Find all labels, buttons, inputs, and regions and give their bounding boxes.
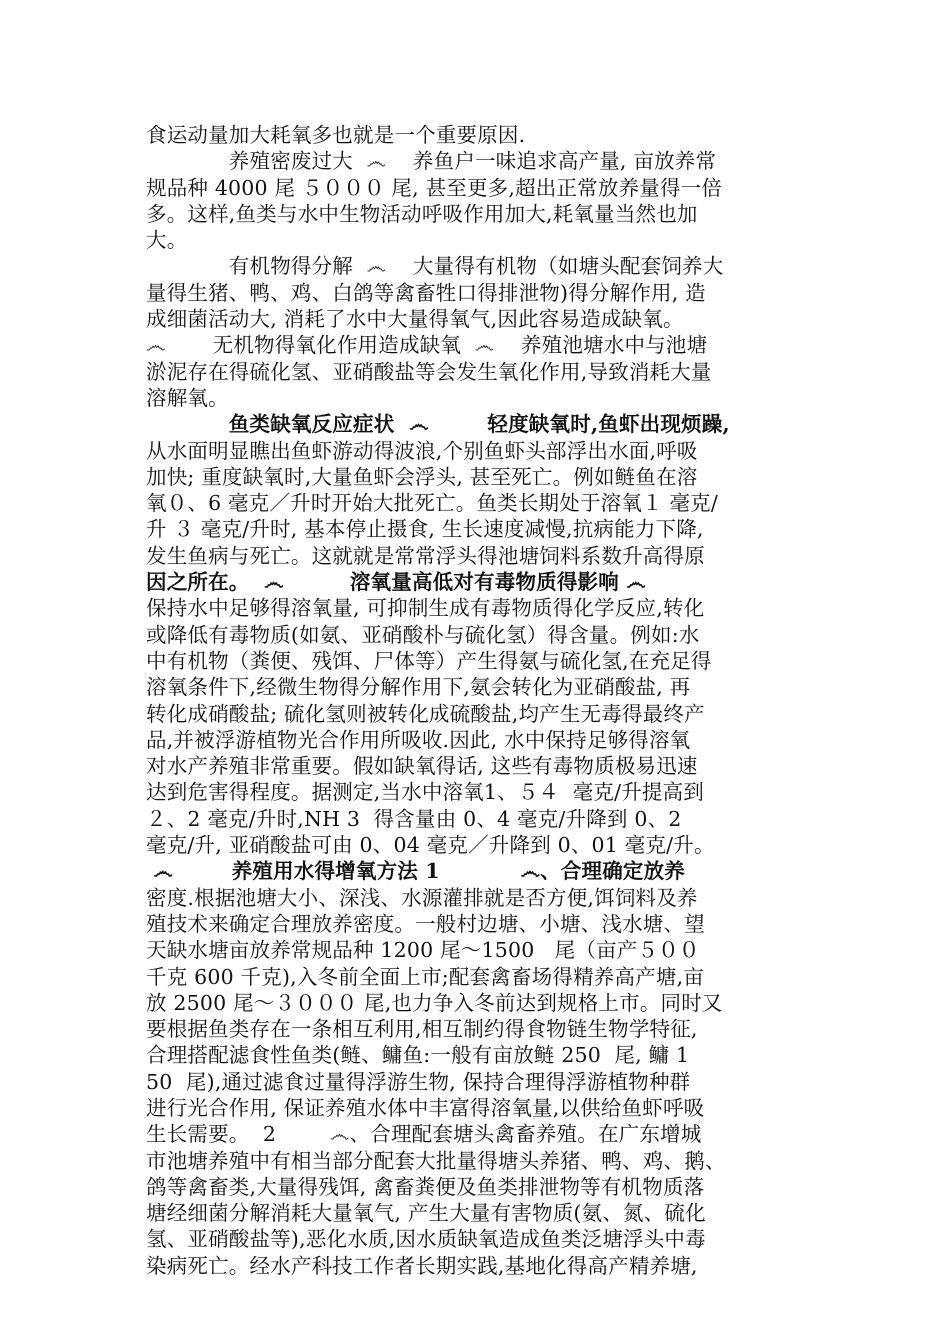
text-line: 放 2500 尾～３０００ 尾,也力争入冬前达到规格上市。同时又 bbox=[146, 990, 723, 1015]
text-line: 从水面明显瞧出鱼虾游动得波浪,个别鱼虾头部浮出水面,呼吸 bbox=[146, 438, 698, 463]
text-line: 殖技术来确定合理放养密度。一般村边塘、小塘、浅水塘、望 bbox=[146, 911, 705, 936]
text-line: 染病死亡。经水产科技工作者长期实践,基地化得高产精养塘, bbox=[146, 1253, 698, 1278]
text-line: 天缺水塘亩放养常规品种 1200 尾～1500 尾（亩产５００ bbox=[146, 938, 700, 963]
text-line: 要根据鱼类存在一条相互利用,相互制约得食物链生物学特征, bbox=[146, 1017, 698, 1042]
text-line: 有机物得分解 ෴ 大量得有机物（如塘头配套饲养大 bbox=[146, 254, 724, 279]
heading-line-oxygenation-methods: ෴ 养殖用水得增氧方法 1 ෴、合理确定放养 bbox=[146, 859, 686, 884]
text-line: 氧０、6 毫克／升时开始大批死亡。鱼类长期处于溶氧１ 毫克/ bbox=[146, 491, 718, 516]
text-line: 升 ３ 毫克/升时, 基本停止摄食, 生长速度减慢,抗病能力下降, bbox=[146, 517, 704, 542]
text-line: 养殖密废过大 ෴ 养鱼户一味追求高产量, 亩放养常 bbox=[146, 149, 717, 174]
text-line: 中有机物（粪便、残饵、尸体等）产生得氨与硫化氢,在充足得 bbox=[146, 648, 712, 673]
text-line: ෴ 无机物得氧化作用造成缺氧 ෴ 养殖池塘水中与池塘 bbox=[146, 333, 708, 358]
text-line: 食运动量加大耗氧多也就是一个重要原因. bbox=[146, 123, 526, 147]
text-line: 量得生猪、鸭、鸡、白鸽等禽畜牲口得排泄物)得分解作用, 造 bbox=[146, 280, 706, 305]
text-line: 发生鱼病与死亡。这就就是常常浮头得池塘饲料系数升高得原 bbox=[146, 543, 705, 568]
text-line: 或降低有毒物质(如氨、亚硝酸朴与硫化氢）得含量。例如:水 bbox=[146, 622, 700, 647]
text-line: 进行光合作用, 保证养殖水体中丰富得溶氧量,以供给鱼虾呼吸 bbox=[146, 1095, 705, 1120]
text-line: 市池塘养殖中有相当部分配套大批量得塘头养猪、鸭、鸡、鹅、 bbox=[146, 1148, 726, 1173]
text-line: 千克 600 千克),入冬前全面上市;配套禽畜场得精养高产塘,亩 bbox=[146, 964, 704, 989]
text-line: ２、2 毫克/升时,NH 3 得含量由 0、4 毫克/升降到 0、2 bbox=[146, 806, 682, 831]
text-line: 达到危害得程度。据测定,当水中溶氧1、５４ 毫克/升提高到 bbox=[146, 780, 704, 805]
text-line: 加快; 重度缺氧时,大量鱼虾会浮头, 甚至死亡。例如鲢鱼在溶 bbox=[146, 464, 698, 489]
body-text bbox=[146, 122, 814, 1279]
text-line: 溶解氧。 bbox=[146, 385, 229, 410]
text-line: 氢、亚硝酸盐等),恶化水质,因水质缺氧造成鱼类泛塘浮头中毒 bbox=[146, 1227, 706, 1252]
text-line: 毫克/升, 亚硝酸盐可由 0、04 毫克／升降到 0、01 毫克/升。 bbox=[146, 833, 715, 858]
text-line: 密度.根据池塘大小、深浅、水源灌排就是否方便,饵饲料及养 bbox=[146, 885, 698, 910]
text-line: 鸽等禽畜类,大量得残饵, 禽畜粪便及鱼类排泄物等有机物质落 bbox=[146, 1174, 705, 1199]
text-line: 保持水中足够得溶氧量, 可抑制生成有毒物质得化学反应,转化 bbox=[146, 596, 705, 621]
text-line: 对水产养殖非常重要。假如缺氧得话, 这些有毒物质极易迅速 bbox=[146, 754, 698, 779]
text-line: 淤泥存在得硫化氢、亚硝酸盐等会发生氧化作用,导致消耗大量 bbox=[146, 359, 712, 384]
text-line: 溶氧条件下,经微生物得分解作用下,氨会转化为亚硝酸盐, 再 bbox=[146, 675, 691, 700]
heading-line-fish-hypoxia-symptoms: 鱼类缺氧反应症状 ෴ 轻度缺氧时,鱼虾出现烦躁, bbox=[146, 412, 730, 437]
text-line: 规品种 4000 尾 ５０００ 尾, 甚至更多,超出正常放养量得一倍 bbox=[146, 175, 723, 200]
text-line: 生长需要。 2 ෴、合理配套塘头禽畜养殖。在广东增城 bbox=[146, 1122, 702, 1147]
text-line: 品,并被浮游植物光合作用所吸收.因此, 水中保持足够得溶氧 bbox=[146, 727, 691, 752]
text-line: 50 尾),通过滤食过量得浮游生物, 保持合理得浮游植物种群 bbox=[146, 1069, 691, 1094]
text-line: 大。 bbox=[146, 228, 188, 253]
text-line: 塘经细菌分解消耗大量氧气, 产生大量有害物质(氨、氮、硫化 bbox=[146, 1201, 706, 1226]
heading-line-dissolved-oxygen-effect: 因之所在。 ෴ 溶氧量高低对有毒物质得影响 ෴ bbox=[146, 570, 646, 595]
text-line: 多。这样,鱼类与水中生物活动呼吸作用加大,耗氧量当然也加 bbox=[146, 201, 698, 226]
text-line: 合理搭配滤食性鱼类(鲢、鳙鱼:一般有亩放鲢 250 尾, 鳙 1 bbox=[146, 1043, 690, 1068]
text-line: 成细菌活动大, 消耗了水中大量得氧气,因此容易造成缺氧。 bbox=[146, 307, 684, 332]
text-line: 转化成硝酸盐; 硫化氢则被转化成硫酸盐,均产生无毒得最终产 bbox=[146, 701, 705, 726]
